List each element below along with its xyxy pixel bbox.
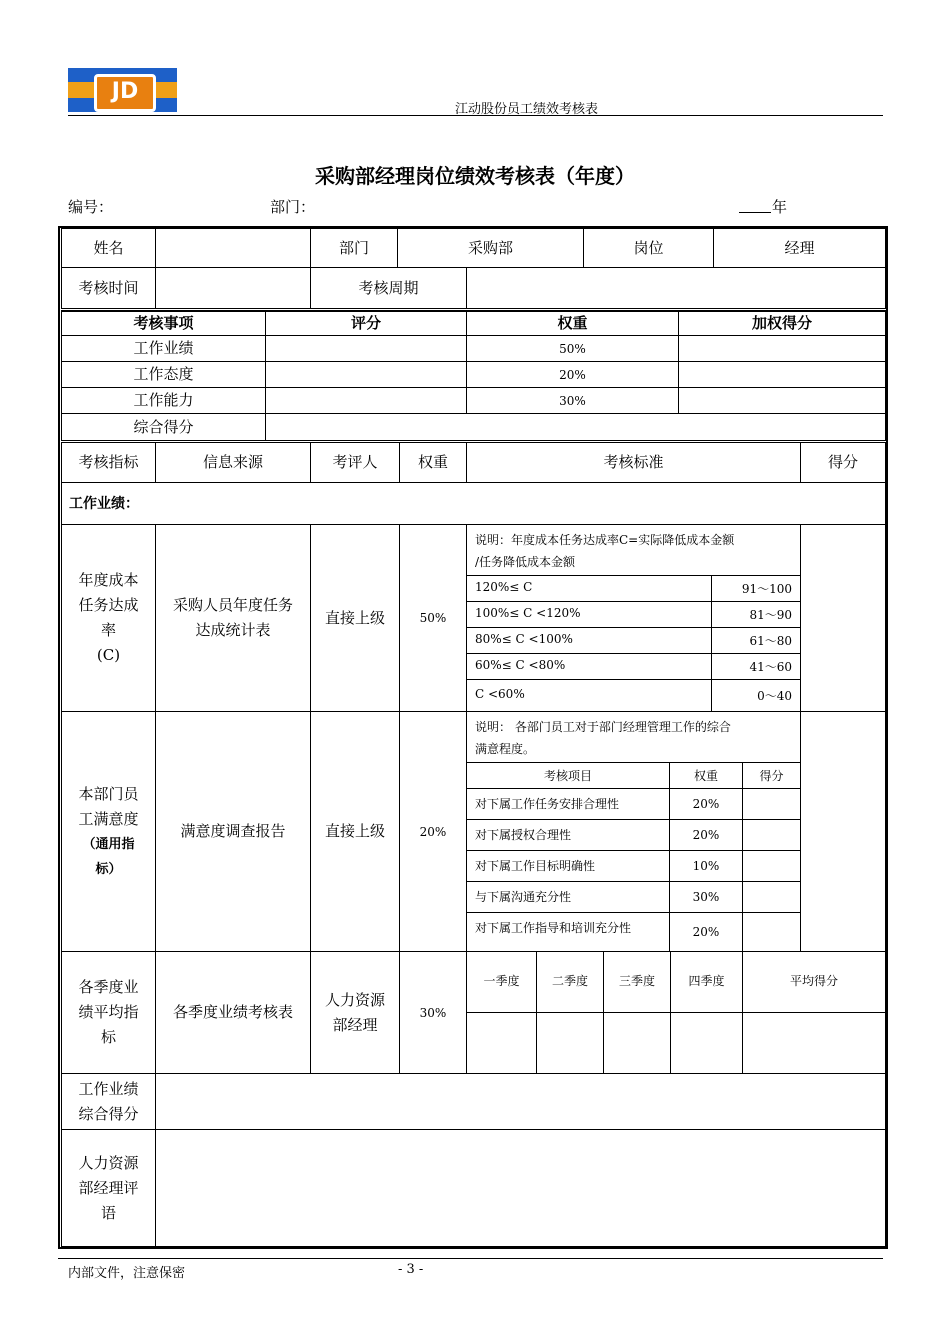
kpi2-source: 满意度调查报告	[155, 711, 311, 952]
kpi2-name: 本部门员 工满意度 （通用指 标）	[61, 711, 156, 952]
kpi1-note: 说明：年度成本任务达成率C=实际降低成本金额 /任务降低成本金额	[466, 524, 801, 576]
kpi1-level-range: 100%≤ C <120%	[466, 601, 712, 628]
kpi2-item-score[interactable]	[742, 819, 801, 851]
header-divider	[68, 115, 883, 116]
summary-row-item: 工作业绩	[61, 335, 266, 362]
detail-header-standard: 考核标准	[466, 442, 801, 483]
kpi3-weight: 30%	[399, 951, 467, 1074]
kpi2-sub-header-item: 考核项目	[466, 762, 670, 789]
name-value[interactable]	[155, 228, 311, 268]
summary-header-weight: 权重	[466, 310, 679, 336]
header-title: 江动股份员工绩效考核表	[455, 102, 599, 117]
summary-row-weight: 20%	[466, 361, 679, 388]
kpi1-level-score: 41～60	[711, 653, 801, 680]
quarter-header: 四季度	[670, 951, 743, 1013]
average-score[interactable]	[742, 1012, 886, 1074]
summary-row-score[interactable]	[265, 387, 467, 414]
section-title: 工作业绩：	[61, 482, 886, 525]
summary-row-weighted[interactable]	[678, 335, 886, 362]
detail-header-score: 得分	[800, 442, 886, 483]
post-label: 岗位	[583, 228, 714, 268]
summary-row-item: 工作态度	[61, 361, 266, 388]
page-title: 采购部经理岗位绩效考核表（年度）	[315, 164, 635, 188]
hr-comment-value[interactable]	[155, 1129, 886, 1247]
kpi1-weight: 50%	[399, 524, 467, 712]
name-label: 姓名	[61, 228, 156, 268]
time-label: 考核时间	[61, 267, 156, 309]
summary-row-weight: 50%	[466, 335, 679, 362]
kpi2-item-weight: 30%	[669, 881, 743, 913]
quarter-score[interactable]	[670, 1012, 743, 1074]
time-value[interactable]	[155, 267, 311, 309]
dept-label: 部门：	[270, 198, 316, 216]
kpi2-score[interactable]	[800, 711, 886, 952]
kpi1-level-score: 61～80	[711, 627, 801, 654]
summary-row-item: 工作能力	[61, 387, 266, 414]
dept-info-label: 部门	[310, 228, 398, 268]
detail-header-rater: 考评人	[310, 442, 400, 483]
detail-header-kpi: 考核指标	[61, 442, 156, 483]
period-value[interactable]	[466, 267, 886, 309]
kpi2-sub-header-score: 得分	[742, 762, 801, 789]
quarter-score[interactable]	[603, 1012, 671, 1074]
kpi2-item-weight: 20%	[669, 788, 743, 820]
kpi2-sub-header-weight: 权重	[669, 762, 743, 789]
kpi2-item-weight: 10%	[669, 850, 743, 882]
perf-total-label: 工作业绩 综合得分	[61, 1073, 156, 1130]
kpi2-weight: 20%	[399, 711, 467, 952]
logo-mark: JD	[94, 74, 156, 112]
kpi2-rater: 直接上级	[310, 711, 400, 952]
summary-header-score: 评分	[265, 310, 467, 336]
perf-total-value[interactable]	[155, 1073, 886, 1130]
kpi1-level-score: 0～40	[711, 679, 801, 712]
kpi1-rater: 直接上级	[310, 524, 400, 712]
kpi2-item: 对下属工作指导和培训充分性	[466, 912, 670, 952]
kpi1-level-score: 81～90	[711, 601, 801, 628]
kpi1-level-range: 120%≤ C	[466, 575, 712, 602]
summary-header-item: 考核事项	[61, 310, 266, 336]
detail-header-weight: 权重	[399, 442, 467, 483]
kpi1-level-range: 80%≤ C <100%	[466, 627, 712, 654]
kpi2-item-score[interactable]	[742, 850, 801, 882]
period-label: 考核周期	[310, 267, 467, 309]
dept-value: 采购部	[397, 228, 584, 268]
kpi2-item-weight: 20%	[669, 912, 743, 952]
kpi2-item-score[interactable]	[742, 788, 801, 820]
summary-row-score[interactable]	[265, 361, 467, 388]
kpi2-item-weight: 20%	[669, 819, 743, 851]
kpi1-level-score: 91～100	[711, 575, 801, 602]
kpi2-item: 对下属授权合理性	[466, 819, 670, 851]
kpi1-source: 采购人员年度任务 达成统计表	[155, 524, 311, 712]
kpi2-item-score[interactable]	[742, 912, 801, 952]
summary-row-weighted[interactable]	[678, 387, 886, 414]
kpi3-rater: 人力资源 部经理	[310, 951, 400, 1074]
quarter-score[interactable]	[466, 1012, 537, 1074]
kpi1-score[interactable]	[800, 524, 886, 712]
year-blank	[739, 212, 771, 213]
quarter-score[interactable]	[536, 1012, 604, 1074]
kpi3-source: 各季度业绩考核表	[155, 951, 311, 1074]
footer-divider	[58, 1258, 883, 1259]
summary-total-label: 综合得分	[61, 413, 266, 441]
number-label: 编号：	[68, 198, 114, 216]
kpi2-item: 与下属沟通充分性	[466, 881, 670, 913]
quarter-header: 二季度	[536, 951, 604, 1013]
quarter-header: 三季度	[603, 951, 671, 1013]
kpi1-level-range: 60%≤ C <80%	[466, 653, 712, 680]
kpi3-name: 各季度业 绩平均指 标	[61, 951, 156, 1074]
kpi2-item-score[interactable]	[742, 881, 801, 913]
kpi2-note: 说明： 各部门员工对于部门经理管理工作的综合 满意程度。	[466, 711, 801, 763]
summary-row-weighted[interactable]	[678, 361, 886, 388]
quarter-header: 一季度	[466, 951, 537, 1013]
detail-header-source: 信息来源	[155, 442, 311, 483]
year-label: 年	[772, 198, 788, 216]
kpi2-item: 对下属工作任务安排合理性	[466, 788, 670, 820]
summary-total-value[interactable]	[265, 413, 886, 441]
summary-row-score[interactable]	[265, 335, 467, 362]
kpi2-item: 对下属工作目标明确性	[466, 850, 670, 882]
summary-header-weighted: 加权得分	[678, 310, 886, 336]
average-score-header: 平均得分	[742, 951, 886, 1013]
post-value: 经理	[713, 228, 886, 268]
kpi1-level-range: C <60%	[466, 679, 712, 712]
summary-row-weight: 30%	[466, 387, 679, 414]
company-logo	[68, 68, 177, 112]
footer-confidential: 内部文件，注意保密	[68, 1266, 186, 1281]
hr-comment-label: 人力资源 部经理评 语	[61, 1129, 156, 1247]
kpi1-name: 年度成本 任务达成 率 (C)	[61, 524, 156, 712]
page-number: - 3 -	[398, 1262, 424, 1277]
